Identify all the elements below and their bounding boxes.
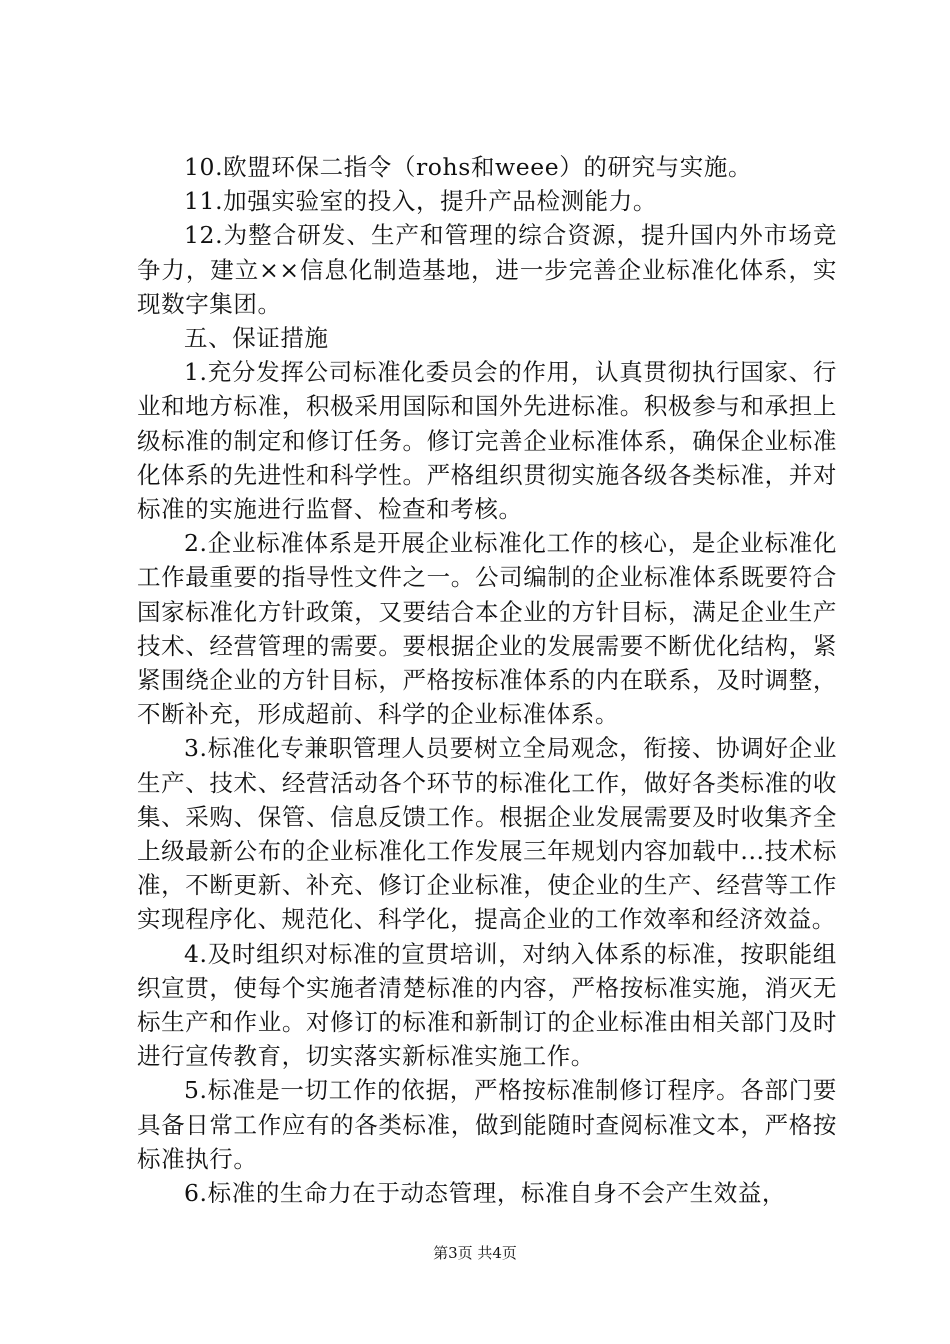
section-heading-guarantee-measures: 五、保证措施 bbox=[184, 324, 329, 353]
paragraph-measure-4: 4.及时组织对标准的宣贯培训，对纳入体系的标准，按职能组织宣贯，使每个实施者清楚标准的内容，严格按标准实施，消灭无标生产和作业。对修订的标准和新制订的企业标准由相关部门及时进行宣传教育，切实落实新标准实施工作。 bbox=[137, 939, 837, 1071]
paragraph-measure-3: 3.标准化专兼职管理人员要树立全局观念，衔接、协调好企业生产、技术、经营活动各个环节的标准化工作，做好各类标准的收集、采购、保管、信息反馈工作。根据企业发展需要及时收集齐全上级最新公布的企业标准化工作发展三年规划内容加载中...技术标准，不断更新、补充、修订企业标准，使企业的生产、经营等工作实现程序化、规范化、科学化，提高企业的工作效率和经济效益。 bbox=[137, 734, 837, 934]
paragraph-measure-1: 1.充分发挥公司标准化委员会的作用，认真贯彻执行国家、行业和地方标准，积极采用国际和国外先进标准。积极参与和承担上级标准的制定和修订任务。修订完善企业标准体系，确保企业标准化体系的先进性和科学性。严格组织贯彻实施各级各类标准，并对标准的实施进行监督、检查和考核。 bbox=[137, 358, 837, 524]
page-number-label: 第3页 共4页 bbox=[433, 1244, 517, 1262]
paragraph-item-11: 11.加强实验室的投入，提升产品检测能力。 bbox=[184, 187, 657, 216]
document-body bbox=[137, 150, 837, 1210]
paragraph-item-12: 12.为整合研发、生产和管理的综合资源，提升国内外市场竞争力，建立××信息化制造基地，进一步完善企业标准化体系，实现数字集团。 bbox=[137, 221, 837, 318]
paragraph-measure-2: 2.企业标准体系是开展企业标准化工作的核心，是企业标准化工作最重要的指导性文件之一。公司编制的企业标准体系既要符合国家标准化方针政策，又要结合本企业的方针目标，满足企业生产技术、经营管理的需要。要根据企业的发展需要不断优化结构，紧紧围绕企业的方针目标，严格按标准体系的内在联系，及时调整，不断补充，形成超前、科学的企业标准体系。 bbox=[137, 529, 837, 729]
paragraph-measure-5: 5.标准是一切工作的依据，严格按标准制修订程序。各部门要具备日常工作应有的各类标准，做到能随时查阅标准文本，严格按标准执行。 bbox=[137, 1076, 837, 1173]
paragraph-item-10: 10.欧盟环保二指令（rohs和weee）的研究与实施。 bbox=[184, 153, 753, 181]
page-footer bbox=[0, 1243, 950, 1263]
paragraph-measure-6: 6.标准的生命力在于动态管理，标准自身不会产生效益， bbox=[184, 1179, 787, 1208]
